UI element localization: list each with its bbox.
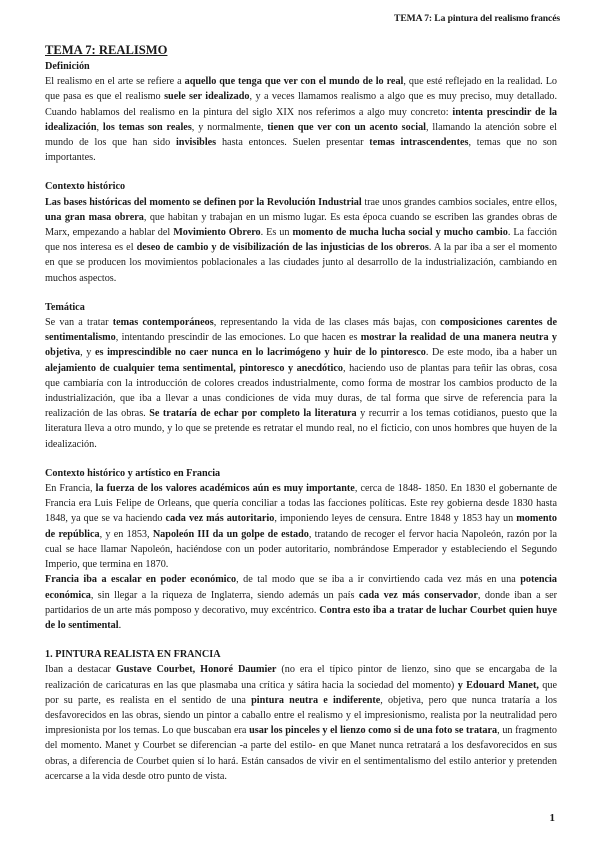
section-heading-pintura: 1. PINTURA REALISTA EN FRANCIA bbox=[45, 649, 221, 661]
paragraph-definicion: El realismo en el arte se refiere a aquello que tenga que ver con el mundo de lo real, que esté reflejado en la realidad. Lo que pasa es que el realismo suele ser idealizado, y a veces llamamos realismo a algo que es muy preciso, muy detallado. Cuando hablamos del realismo en la pintura del siglo XIX nos referimos a algo muy concreto: intenta prescindir de la idealización, los temas son reales, y normalmente, tienen que ver con un acento social, llamando la atención sobre el mundo de los que han sido invisibles hasta entonces. Suelen presentar temas intrascendentes, temas que no son importantes. bbox=[45, 76, 558, 164]
paragraph-francia-1: En Francia, la fuerza de los valores académicos aún es muy importante, cerca de 1848- 1850. En 1830 el gobernante de Francia era Luis Felipe de Orleans, que quería conciliar a todas las facciones políticas. Este rey gobierna desde 1830 hasta 1848, ya que se va haciendo cada vez más autoritario, imponiendo leyes de censura. Entre 1848 y 1853 hay un momento de república, y en 1853, Napoleón III da un golpe de estado, tratando de recoger el fervor hacia Napoleón, razón por la cual se hace llamar Napoleón, haciéndose con un poder autoritario, nombrándose Emperador y estableciendo el Segundo Imperio, que termina en 1870. bbox=[45, 483, 557, 571]
section-heading-contexto: Contexto histórico bbox=[45, 181, 126, 193]
paragraph-francia-2: Francia iba a escalar en poder económico, de tal modo que se iba a ir convirtiendo cada vez más en una potencia económica, sin llegar a la riqueza de Inglaterra, siendo además un país cada vez más conservador, donde iban a ser partidarios de un arte más pomposo y decorativo, muy excéntrico. Contra esto iba a tratar de luchar Courbet quien huye de lo sentimental. bbox=[45, 574, 557, 631]
paragraph-tematica: Se van a tratar temas contemporáneos, representando la vida de las clases más bajas, con composiciones carentes de sentimentalismo, intentando prescindir de las emociones. Lo que hacen es mostrar la realidad de una manera neutra y objetiva, y es imprescindible no caer nunca en lo lacrimógeno y huir de lo pintoresco. De este modo, iba a haber un alejamiento de cualquier tema sentimental, pintoresco y anecdótico, haciendo uso de plantas para teñir las obras, cosa que cambiaría con la introducción de colores creados industrialmente, como forma de mostrar los cambios producto de la industrialización, que iba a llevar a unas condiciones de vida muy duras, de tal forma que sirve de referencia para la realización de las obras. Se trataría de echar por completo la literatura y recurrir a los temas cotidianos, puesto que la literatura lleva a otro mundo, y lo que se pretende es retratar el mundo real, no el ficticio, con unos hombres que huyen de la idealización. bbox=[45, 317, 558, 450]
document-title: TEMA 7: REALISMO bbox=[45, 43, 168, 57]
running-header: TEMA 7: La pintura del realismo francés bbox=[394, 13, 560, 24]
section-heading-tematica: Temática bbox=[45, 301, 85, 313]
document-body bbox=[45, 42, 557, 784]
section-heading-francia: Contexto histórico y artístico en Francia bbox=[45, 467, 221, 479]
paragraph-pintura: Iban a destacar Gustave Courbet, Honoré Daumier (no era el típico pintor de lienzo, sino que se encargaba de la realización de caricaturas en las que plasmaba una crítica y sátira hacia la sociedad del momento) y Edouard Manet, que por su parte, es realista en el sentido de una pintura neutra e indiferente, objetiva, pero que nunca trataría a los desfavorecidos en las obras, siendo un pintor a caballo entre el realismo y el impresionismo, realista por la neutralidad pero impresionista por los temas. Lo que buscaban era usar los pinceles y el lienzo como si de una foto se tratara, un fragmento del momento. Manet y Courbet se diferencian -a parte del estilo- en que Manet nunca retratará a los desfavorecidos en sus obras, a diferencia de Courbet quien sí lo hará. Están cansados de vivir en el sentimentalismo del estilo anterior y pretenden acercarse a la vida desde otro punto de vista. bbox=[45, 664, 557, 782]
section-heading-definicion: Definición bbox=[45, 61, 90, 72]
paragraph-contexto: Las bases históricas del momento se definen por la Revolución Industrial trae unos grandes cambios sociales, entre ellos, una gran masa obrera, que habitan y trabajan en un mismo lugar. Es esta época cuando se escriben las grandes obras de Marx, empezando a hablar del Movimiento Obrero. Es un momento de mucha lucha social y mucho cambio. La facción que nos interesa es el deseo de cambio y de visibilización de las injusticias de los obreros. A la par iba a ser el momento en que se producen los movimientos poblacionales a las ciudades junto al desarrollo de la industrialización, cambiando en muchos aspectos. bbox=[45, 196, 557, 284]
page-number: 1 bbox=[549, 812, 555, 824]
